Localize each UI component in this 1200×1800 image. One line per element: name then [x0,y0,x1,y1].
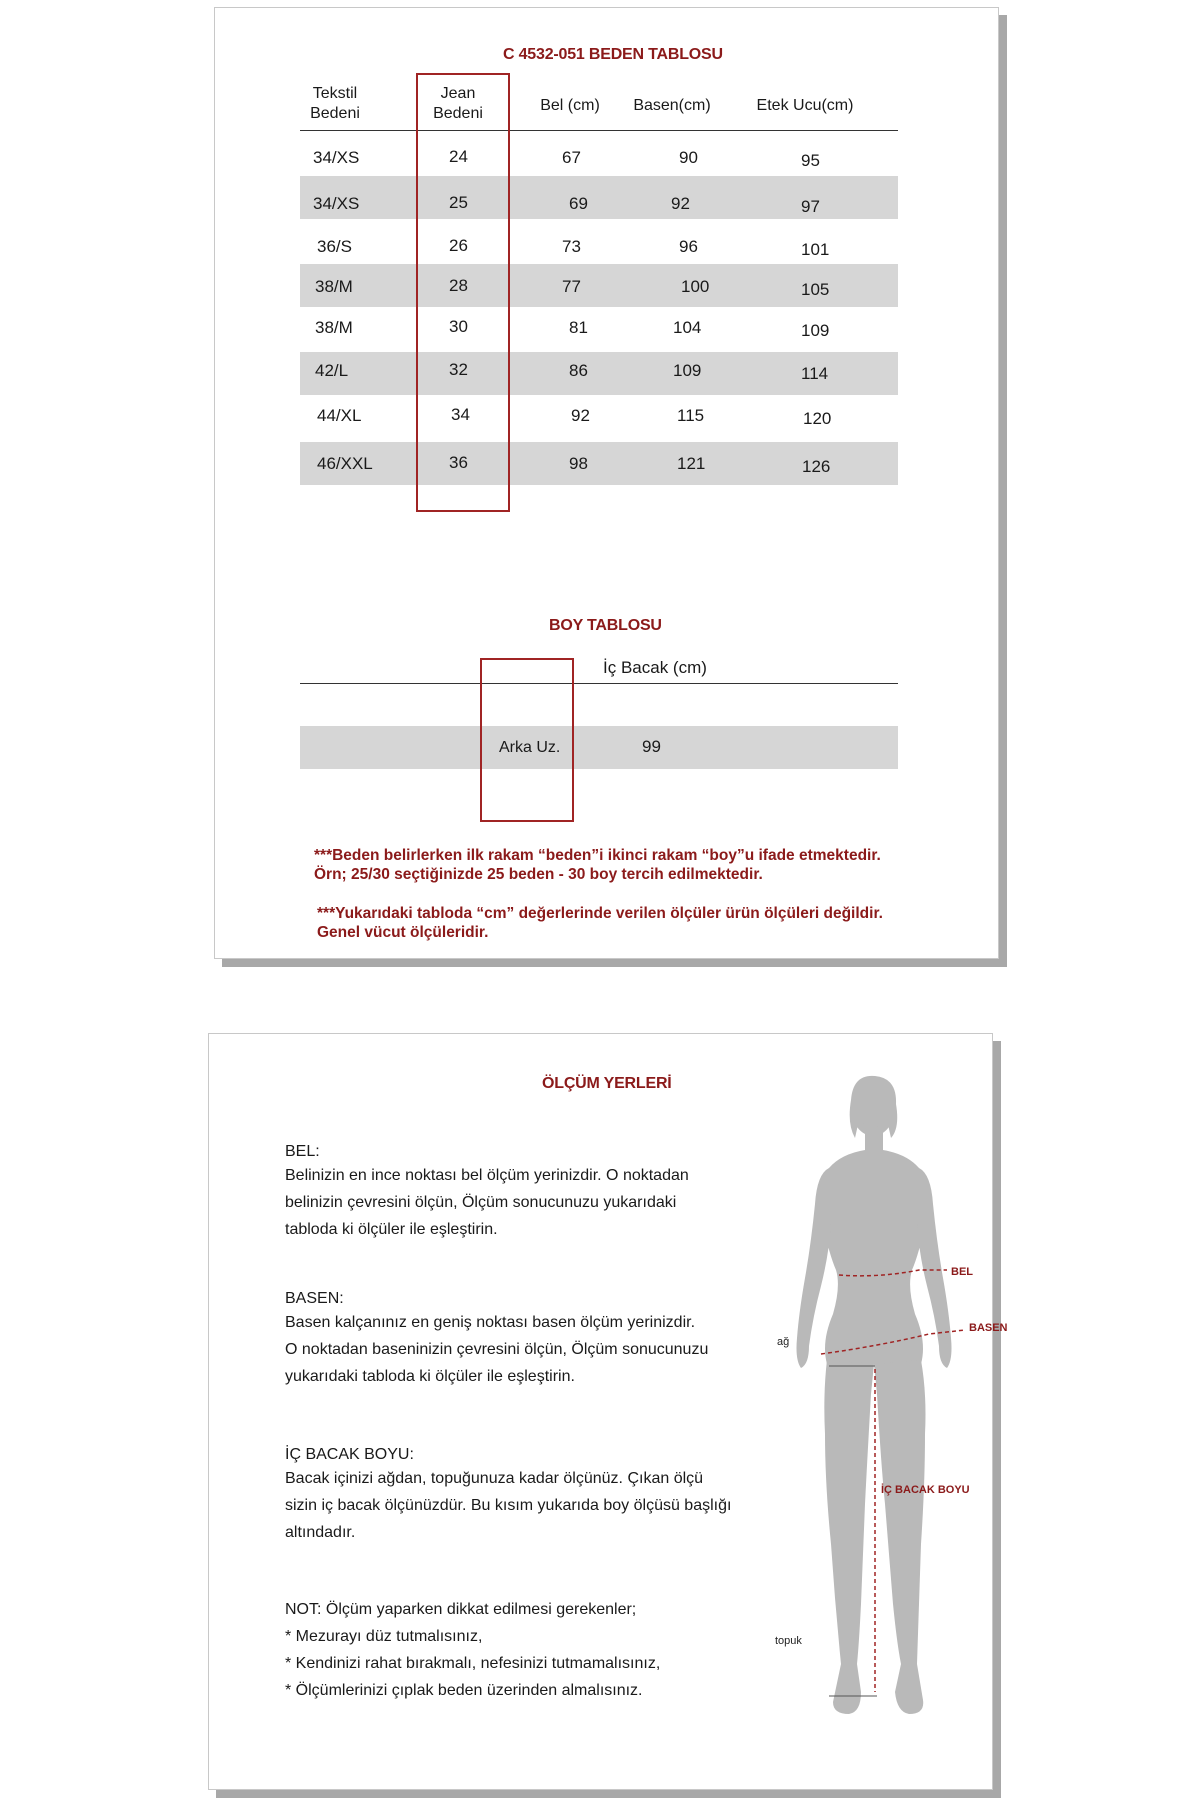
cell-bel: 98 [569,454,588,473]
size-table-title: C 4532-051 BEDEN TABLOSU [503,46,723,63]
cell-bel: 77 [562,277,581,296]
not-item: * Kendinizi rahat bırakmalı, nefesinizi tutmamalısınız, [285,1655,661,1672]
cell-jean: 36 [449,453,468,472]
basen-description [285,1309,708,1390]
boy-header-divider [300,683,898,684]
cell-jean: 30 [449,317,468,336]
size-chart-card [214,7,999,959]
cell-tekstil: 46/XXL [317,454,373,473]
ic-bacak-line: altındadır. [285,1524,356,1541]
cell-jean: 32 [449,360,468,379]
cell-tekstil: 42/L [315,361,349,380]
cell-bel: 73 [562,237,581,256]
cell-basen: 90 [679,148,698,167]
boy-row-label: Arka Uz. [499,739,561,756]
cell-basen: 121 [677,454,706,473]
cell-etek: 105 [801,280,830,299]
figure-label-ic-bacak: İÇ BACAK BOYU [881,1484,970,1496]
header-tekstil-line2: Bedeni [310,105,360,122]
cell-jean: 24 [449,147,468,166]
cell-etek: 97 [801,197,820,216]
header-etek: Etek Ucu(cm) [756,97,854,114]
cell-jean: 34 [451,405,470,424]
cell-tekstil: 34/XS [313,148,360,167]
not-section [285,1596,660,1704]
note-beden-boy-line1: ***Beden belirlerken ilk rakam “beden”i ikinci rakam “boy”u ifade etmektedir. [314,847,881,864]
cell-etek: 109 [801,321,830,340]
cell-bel: 86 [569,361,588,380]
not-item: * Mezurayı düz tutmalısınız, [285,1628,483,1645]
cell-etek: 101 [801,240,830,259]
basen-heading: BASEN: [285,1290,344,1307]
header-tekstil [285,84,385,124]
cell-tekstil: 38/M [315,277,353,296]
cell-etek: 95 [801,151,820,170]
body-silhouette [797,1076,952,1714]
bel-description [285,1162,689,1243]
note-beden-boy [314,846,881,884]
header-jean-line1: Jean [440,85,476,102]
cell-jean: 28 [449,276,468,295]
note-olculer [317,904,883,942]
cell-bel: 69 [569,194,588,213]
cell-bel: 67 [562,148,581,167]
header-basen: Basen(cm) [633,97,711,114]
boy-table-title: BOY TABLOSU [549,617,662,634]
cell-bel: 92 [571,406,590,425]
header-divider [300,130,898,131]
cell-basen: 104 [673,318,702,337]
ic-bacak-description [285,1465,731,1546]
measure-title: ÖLÇÜM YERLERİ [542,1075,672,1092]
figure-label-basen: BASEN [969,1322,1008,1334]
boy-table-header: İç Bacak (cm) [603,658,707,677]
boy-label-highlight [480,658,574,822]
note-beden-boy-line2: Örn; 25/30 seçtiğinizde 25 beden - 30 boy tercih edilmektedir. [314,866,763,883]
measurement-guide-card [208,1033,1008,1790]
not-heading: NOT: Ölçüm yaparken dikkat edilmesi gerekenler; [285,1601,637,1618]
ic-bacak-line: sizin iç bacak ölçünüzdür. Bu kısım yukarıda boy ölçüsü başlığı [285,1497,732,1514]
bel-line: Belinizin en ince noktası bel ölçüm yerinizdir. O noktadan [285,1167,689,1184]
jean-column-highlight [416,73,510,512]
cell-jean: 26 [449,236,468,255]
header-tekstil-line1: Tekstil [312,85,358,102]
bel-line: belinizin çevresini ölçün, Ölçüm sonucunuzu yukarıdaki [285,1194,677,1211]
cell-basen: 109 [673,361,702,380]
cell-tekstil: 34/XS [313,194,360,213]
cell-tekstil: 38/M [315,318,353,337]
figure-label-ag: ağ [777,1336,790,1348]
cell-tekstil: 44/XL [317,406,362,425]
header-bel: Bel (cm) [540,97,600,114]
basen-line: yukarıdaki tabloda ki ölçüler ile eşleştirin. [285,1368,575,1385]
figure-label-topuk: topuk [775,1635,802,1647]
boy-row-stripe [300,726,898,769]
cell-etek: 126 [802,457,831,476]
ic-bacak-line: Bacak içinizi ağdan, topuğunuza kadar ölçünüz. Çıkan ölçü [285,1470,704,1487]
bel-line: tabloda ki ölçüler ile eşleştirin. [285,1221,498,1238]
cell-bel: 81 [569,318,588,337]
ic-bacak-heading: İÇ BACAK BOYU: [285,1446,414,1463]
cell-tekstil: 36/S [317,237,352,256]
figure-label-bel: BEL [951,1266,973,1278]
note-olculer-line1: ***Yukarıdaki tabloda “cm” değerlerinde verilen ölçüler ürün ölçüleri değildir. [317,905,883,922]
header-jean-line2: Bedeni [433,105,483,122]
cell-basen: 100 [681,277,710,296]
cell-etek: 120 [803,409,832,428]
basen-line: Basen kalçanınız en geniş noktası basen ölçüm yerinizdir. [285,1314,696,1331]
boy-row-value: 99 [642,737,661,756]
cell-basen: 92 [671,194,690,213]
basen-line: O noktadan baseninizin çevresini ölçün, Ölçüm sonucunuzu [285,1341,709,1358]
cell-jean: 25 [449,193,468,212]
cell-basen: 96 [679,237,698,256]
not-item: * Ölçümlerinizi çıplak beden üzerinden almalısınız. [285,1682,643,1699]
note-olculer-line2: Genel vücut ölçüleridir. [317,924,489,941]
cell-etek: 114 [801,364,829,383]
bel-heading: BEL: [285,1143,320,1160]
body-silhouette-figure [769,1064,989,1764]
cell-basen: 115 [677,406,705,425]
